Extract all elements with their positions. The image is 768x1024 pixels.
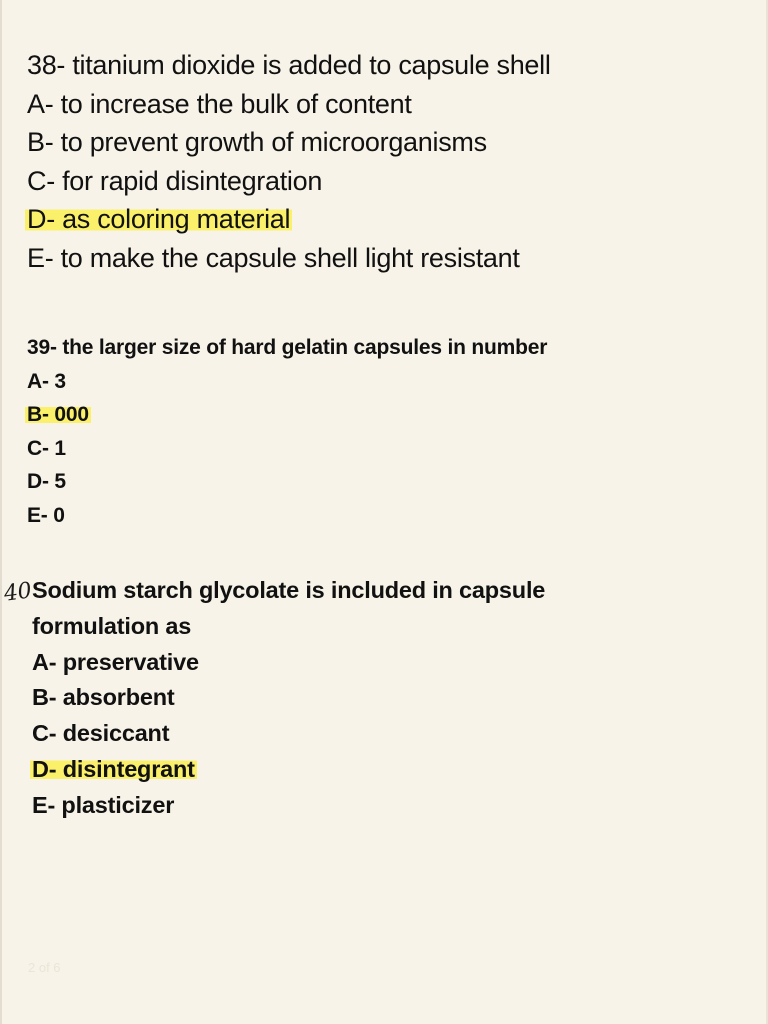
question-40-stem-line2: formulation as [32, 612, 192, 639]
q40-option-d-highlighted: D- disintegrant [32, 755, 195, 782]
question-40 [2, 573, 546, 824]
q39-option-a: A- 3 [27, 369, 66, 393]
question-39 [27, 331, 547, 532]
question-38 [27, 46, 551, 278]
page-indicator: 2 of 6 [28, 960, 61, 975]
q39-option-c: C- 1 [27, 436, 66, 460]
q39-option-e: E- 0 [27, 503, 65, 527]
q40-option-b: B- absorbent [32, 684, 175, 711]
question-38-stem: 38- titanium dioxide is added to capsule shell [27, 50, 551, 80]
q38-option-b: B- to prevent growth of microorganisms [27, 127, 487, 158]
q40-option-a: A- preservative [32, 648, 199, 675]
question-39-stem: 39- the larger size of hard gelatin capsules in number [27, 336, 548, 359]
q40-option-c: C- desiccant [32, 720, 170, 747]
q38-option-d-highlighted: D- as coloring material [27, 204, 291, 235]
q39-option-d: D- 5 [27, 470, 66, 493]
q40-option-e: E- plasticizer [32, 791, 175, 818]
question-40-stem-line1: Sodium starch glycolate is included in capsule [32, 577, 546, 603]
q38-option-a: A- to increase the bulk of content [27, 88, 412, 119]
q39-option-b-highlighted: B- 000 [27, 403, 89, 426]
handwritten-question-number: 40 [2, 578, 34, 607]
q38-option-c: C- for rapid disintegration [27, 165, 323, 196]
q38-option-e: E- to make the capsule shell light resistant [27, 242, 520, 273]
